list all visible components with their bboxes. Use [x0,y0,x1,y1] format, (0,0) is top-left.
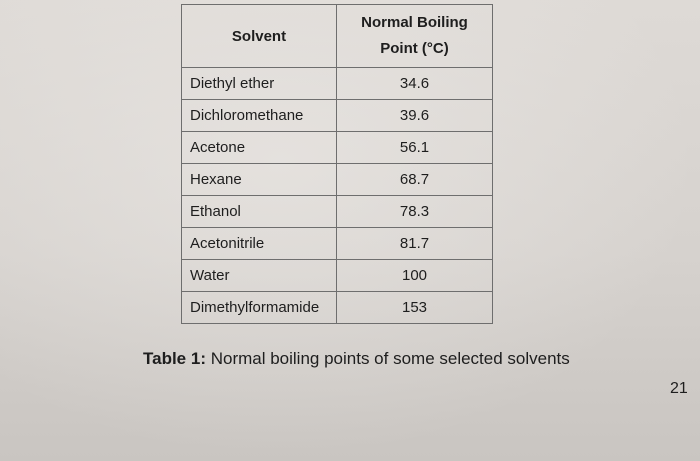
cell-boiling-point: 39.6 [337,100,493,132]
cell-boiling-point: 78.3 [337,196,493,228]
page-number: 21 [670,380,688,397]
cell-solvent: Water [182,260,337,292]
solvent-boiling-point-table [181,4,493,324]
cell-boiling-point: 56.1 [337,132,493,164]
cell-boiling-point: 153 [337,292,493,324]
table-row [182,292,493,324]
caption-text: Normal boiling points of some selected solvents [205,349,570,368]
table-header-row [182,5,493,68]
header-boiling-line2: Point (°C) [380,40,449,57]
cell-solvent: Diethyl ether [182,68,337,100]
table-row [182,68,493,100]
table-row [182,132,493,164]
cell-solvent: Dichloromethane [182,100,337,132]
table-row [182,228,493,260]
cell-solvent: Dimethylformamide [182,292,337,324]
table-row [182,164,493,196]
solvent-table-container [181,4,493,324]
table-row [182,260,493,292]
header-solvent: Solvent [182,5,337,68]
cell-boiling-point: 100 [337,260,493,292]
table-row [182,100,493,132]
cell-solvent: Acetonitrile [182,228,337,260]
header-boiling-line1: Normal Boiling [361,14,468,31]
cell-boiling-point: 68.7 [337,164,493,196]
cell-boiling-point: 34.6 [337,68,493,100]
cell-boiling-point: 81.7 [337,228,493,260]
cell-solvent: Ethanol [182,196,337,228]
header-boiling-point [337,5,493,68]
table-caption [143,349,570,369]
cell-solvent: Acetone [182,132,337,164]
caption-label: Table 1: [143,349,206,368]
table-row [182,196,493,228]
cell-solvent: Hexane [182,164,337,196]
